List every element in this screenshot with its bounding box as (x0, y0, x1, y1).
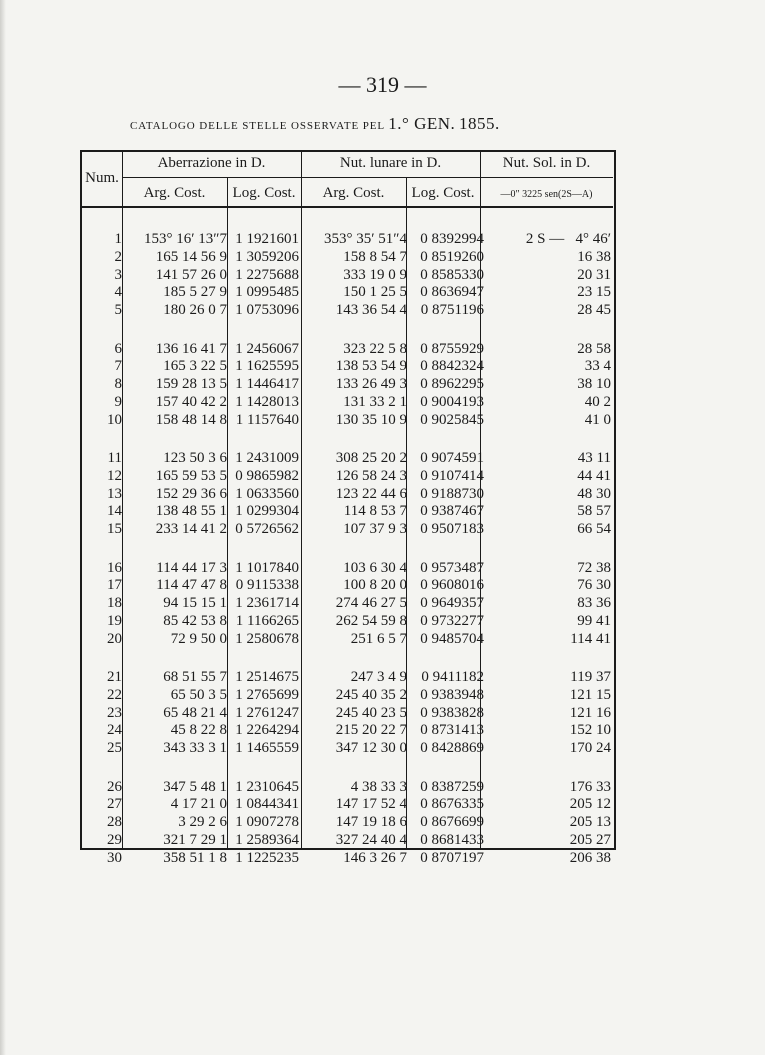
nutation-arg-cell: 158 8 54 7 (343, 248, 407, 265)
aberration-arg-cell: 158 48 14 8 (155, 411, 227, 428)
nutation-log-cell: 0 8392994 (420, 231, 484, 247)
row-num: 13 (107, 485, 122, 502)
nutation-log-cell: 0 8387259 (420, 778, 484, 795)
aberration-log-cell: 1 1625595 (235, 358, 299, 375)
nutation-arg-cell: 143 36 54 4 (335, 302, 407, 319)
nutation-arg-cell: 347 12 30 0 (335, 740, 407, 757)
row-num: 25 (107, 740, 122, 757)
nutation-arg-cell: 262 54 59 8 (335, 612, 407, 629)
nutation-arg-cell: 251 6 5 7 (350, 630, 407, 647)
nutation-log-cell: 0 9074591 (420, 450, 484, 466)
row-num: 6 (114, 340, 122, 357)
nutation-log-cell: 0 8962295 (420, 376, 484, 393)
header-nutation-arg: Arg. Cost. (322, 185, 385, 201)
row-num: 24 (107, 722, 122, 739)
table-row (82, 357, 613, 375)
nutation-solar-cell: 58 57 (577, 503, 611, 520)
aberration-arg-cell: 185 5 27 9 (163, 284, 227, 301)
row-num: 30 (107, 849, 122, 866)
aberration-arg-cell: 65 48 21 4 (163, 704, 227, 721)
table-row (82, 248, 613, 266)
table-row (82, 668, 613, 686)
nutation-log-cell: 0 9107414 (420, 467, 484, 484)
nutation-solar-cell: 121 16 (569, 704, 611, 721)
aberration-arg-cell: 114 47 47 8 (156, 577, 227, 594)
nutation-solar-cell: 20 31 (577, 266, 611, 283)
nutation-log-cell: 0 9573487 (420, 559, 484, 576)
nutation-log-cell: 0 9025845 (420, 411, 484, 428)
row-num: 4 (114, 284, 122, 301)
nutation-arg-cell: 103 6 30 4 (343, 559, 407, 576)
nutation-solar-cell: 119 37 (570, 669, 611, 685)
row-num: 10 (107, 411, 122, 428)
table-row (82, 612, 613, 630)
nutation-solar-cell: 114 41 (570, 630, 611, 647)
aberration-arg-cell: 94 15 15 1 (163, 595, 227, 612)
table-row (82, 686, 613, 704)
nutation-arg-cell: 308 25 20 2 (335, 450, 407, 466)
aberration-log-cell: 1 1921601 (235, 231, 299, 247)
nutation-solar-cell: 72 38 (577, 559, 611, 576)
table-row (82, 283, 613, 301)
aberration-log-cell: 1 1225235 (235, 849, 299, 866)
table-row (82, 721, 613, 739)
nutation-arg-cell: 126 58 24 3 (335, 467, 407, 484)
nutation-arg-cell: 114 8 53 7 (343, 503, 407, 520)
aberration-log-cell: 1 1017840 (235, 559, 299, 576)
aberration-arg-cell: 347 5 48 1 (163, 778, 227, 795)
header-aberration-arg: Arg. Cost. (143, 185, 206, 201)
nutation-log-cell: 0 8585330 (420, 266, 484, 283)
nutation-log-cell: 0 8755929 (420, 340, 484, 357)
table-row (82, 795, 613, 813)
table-row (82, 630, 613, 648)
row-num: 23 (107, 704, 122, 721)
nutation-solar-cell: 38 10 (577, 376, 611, 393)
nutation-log-cell: 0 8676335 (420, 796, 484, 813)
nutation-log-cell: 0 8681433 (420, 831, 484, 848)
nutation-solar-cell: 83 36 (577, 595, 611, 612)
nutation-solar-cell: 121 15 (569, 686, 611, 703)
header-nutation-log: Log. Cost. (411, 185, 475, 201)
nutation-log-cell: 0 9387467 (420, 503, 484, 520)
nutation-log-cell: 0 9507183 (420, 521, 484, 538)
nutation-solar-cell: 76 30 (577, 577, 611, 594)
header-aberration-log: Log. Cost. (232, 185, 296, 201)
header-rule (82, 206, 613, 208)
aberration-log-cell: 1 2264294 (235, 722, 299, 739)
aberration-arg-cell: 358 51 1 8 (163, 849, 227, 866)
nutation-solar-cell: 28 45 (577, 302, 611, 319)
nutation-solar-cell: 48 30 (577, 485, 611, 502)
aberration-arg-cell: 3 29 2 6 (178, 814, 227, 831)
aberration-log-cell: 1 2431009 (235, 450, 299, 466)
nutation-arg-cell: 138 53 54 9 (335, 358, 407, 375)
aberration-log-cell: 1 1157640 (235, 411, 299, 428)
aberration-arg-cell: 68 51 55 7 (163, 669, 227, 685)
nutation-arg-cell: 133 26 49 3 (335, 376, 407, 393)
nutation-solar-cell: 152 10 (569, 722, 611, 739)
table-row (82, 520, 613, 538)
aberration-log-cell: 1 3059206 (235, 248, 299, 265)
nutation-arg-cell: 130 35 10 9 (335, 411, 407, 428)
row-num: 5 (114, 302, 122, 319)
aberration-log-cell: 1 0995485 (235, 284, 299, 301)
header-aberration: Aberrazione in D. (157, 155, 266, 171)
nutation-log-cell: 0 9649357 (420, 595, 484, 612)
star-catalog-table (80, 150, 616, 866)
row-num: 8 (114, 376, 122, 393)
row-num: 12 (107, 467, 122, 484)
page-edge-shadow (0, 0, 6, 1055)
nutation-log-cell: 0 8636947 (420, 284, 484, 301)
nutation-log-cell: 0 8751196 (420, 302, 484, 319)
table-row (82, 704, 613, 722)
aberration-arg-cell: 343 33 3 1 (163, 740, 227, 757)
row-num: 28 (107, 814, 122, 831)
aberration-arg-cell: 138 48 55 1 (155, 503, 227, 520)
caption-date: 1.° GEN. (388, 114, 456, 133)
nutation-log-cell: 0 8842324 (420, 358, 484, 375)
aberration-arg-cell: 159 28 13 5 (155, 376, 227, 393)
nutation-log-cell: 0 9485704 (420, 630, 484, 647)
aberration-log-cell: 1 2589364 (235, 831, 299, 848)
aberration-log-cell: 1 0844341 (235, 796, 299, 813)
table-row (82, 502, 613, 520)
table-row (82, 230, 613, 248)
row-num: 27 (107, 796, 122, 813)
aberration-arg-cell: 65 50 3 5 (170, 686, 227, 703)
table-row (82, 576, 613, 594)
aberration-arg-cell: 157 40 42 2 (155, 393, 227, 410)
row-num: 29 (107, 831, 122, 848)
nutation-arg-cell: 247 3 4 9 (350, 669, 407, 685)
table-row (82, 449, 613, 467)
catalog-caption (130, 114, 500, 134)
table-row (82, 340, 613, 358)
nutation-solar-cell: 206 38 (569, 849, 611, 866)
aberration-log-cell: 1 2514675 (235, 669, 299, 685)
nutation-arg-cell: 245 40 23 5 (335, 704, 407, 721)
aberration-arg-cell: 165 3 22 5 (163, 358, 227, 375)
table-row (82, 485, 613, 503)
aberration-arg-cell: 165 59 53 5 (155, 467, 227, 484)
nutation-log-cell: 0 9004193 (420, 393, 484, 410)
nutation-arg-cell: 107 37 9 3 (343, 521, 407, 538)
nutation-solar-cell: 33 4 (584, 358, 611, 375)
aberration-log-cell: 1 2275688 (235, 266, 299, 283)
nutation-solar-cell: 205 27 (569, 831, 611, 848)
header-nutation-lunar: Nut. lunare in D. (339, 155, 442, 171)
aberration-arg-cell: 4 17 21 0 (170, 796, 227, 813)
nutation-arg-cell: 215 20 22 7 (335, 722, 407, 739)
aberration-log-cell: 1 1465559 (235, 740, 299, 757)
row-num: 17 (107, 577, 122, 594)
aberration-log-cell: 1 0753096 (235, 302, 299, 319)
header-nutation-solar-formula: —0″ 3225 sen(2S—A) (500, 189, 593, 200)
nutation-log-cell: 0 9411182 (421, 669, 484, 685)
row-num: 16 (107, 559, 122, 576)
aberration-log-cell: 0 9115338 (235, 577, 299, 594)
table-row (82, 831, 613, 849)
aberration-arg-cell: 136 16 41 7 (155, 340, 227, 357)
nutation-arg-cell: 147 19 18 6 (335, 814, 407, 831)
table-row (82, 849, 613, 867)
nutation-arg-cell: 245 40 35 2 (335, 686, 407, 703)
aberration-log-cell: 1 1446417 (235, 376, 299, 393)
nutation-solar-cell: 205 12 (569, 796, 611, 813)
nutation-arg-cell: 353° 35′ 51″4 (323, 231, 407, 247)
aberration-arg-cell: 72 9 50 0 (170, 630, 227, 647)
nutation-arg-cell: 274 46 27 5 (335, 595, 407, 612)
table-row (82, 559, 613, 577)
row-num: 1 (114, 231, 122, 247)
nutation-log-cell: 0 8707197 (420, 849, 484, 866)
nutation-solar-cell: 99 41 (577, 612, 611, 629)
row-num: 2 (114, 248, 122, 265)
nutation-solar-cell: 66 54 (577, 521, 611, 538)
aberration-arg-cell: 321 7 29 1 (163, 831, 227, 848)
row-num: 3 (114, 266, 122, 283)
table-row (82, 813, 613, 831)
row-num: 9 (114, 393, 122, 410)
nutation-log-cell: 0 9732277 (420, 612, 484, 629)
nutation-log-cell: 0 8428869 (420, 740, 484, 757)
row-num: 26 (107, 778, 122, 795)
nutation-arg-cell: 100 8 20 0 (343, 577, 407, 594)
nutation-log-cell: 0 8731413 (420, 722, 484, 739)
nutation-solar-cell: 170 24 (569, 740, 611, 757)
row-num: 15 (107, 521, 122, 538)
aberration-log-cell: 1 1166265 (235, 612, 299, 629)
table-row (82, 594, 613, 612)
aberration-log-cell: 1 0907278 (235, 814, 299, 831)
nutation-arg-cell: 4 38 33 3 (350, 778, 407, 795)
aberration-arg-cell: 141 57 26 0 (155, 266, 227, 283)
nutation-log-cell: 0 9608016 (420, 577, 484, 594)
nutation-solar-cell: 205 13 (569, 814, 611, 831)
nutation-solar-cell: 2 S — 4° 46′ (525, 231, 611, 247)
aberration-arg-cell: 85 42 53 8 (163, 612, 227, 629)
aberration-arg-cell: 233 14 41 2 (155, 521, 227, 538)
table-row (82, 411, 613, 429)
nutation-log-cell: 0 9188730 (420, 485, 484, 502)
aberration-log-cell: 1 1428013 (235, 393, 299, 410)
nutation-solar-cell: 28 58 (577, 340, 611, 357)
aberration-arg-cell: 153° 16′ 13″7 (143, 231, 227, 247)
aberration-log-cell: 1 2310645 (235, 778, 299, 795)
header-num: Num. (85, 170, 119, 186)
page-number: — 319 — (338, 72, 427, 97)
table-row (82, 266, 613, 284)
nutation-arg-cell: 147 17 52 4 (335, 796, 407, 813)
aberration-arg-cell: 45 8 22 8 (170, 722, 227, 739)
header-subrule (122, 177, 613, 178)
nutation-arg-cell: 146 3 26 7 (343, 849, 407, 866)
nutation-arg-cell: 323 22 5 8 (343, 340, 407, 357)
nutation-arg-cell: 123 22 44 6 (335, 485, 407, 502)
row-num: 21 (107, 669, 122, 685)
table-row (82, 778, 613, 796)
nutation-solar-cell: 23 15 (577, 284, 611, 301)
nutation-arg-cell: 333 19 0 9 (343, 266, 407, 283)
row-num: 19 (107, 612, 122, 629)
nutation-solar-cell: 41 0 (584, 411, 611, 428)
nutation-log-cell: 0 9383948 (420, 686, 484, 703)
header-nutation-solar: Nut. Sol. in D. (502, 155, 591, 171)
aberration-log-cell: 1 2456067 (235, 340, 299, 357)
nutation-solar-cell: 44 41 (577, 467, 611, 484)
aberration-arg-cell: 114 44 17 3 (156, 559, 227, 576)
aberration-arg-cell: 180 26 0 7 (163, 302, 227, 319)
aberration-arg-cell: 165 14 56 9 (155, 248, 227, 265)
aberration-log-cell: 1 2580678 (235, 630, 299, 647)
caption-year: 1855. (458, 114, 500, 133)
nutation-solar-cell: 176 33 (569, 778, 611, 795)
aberration-log-cell: 0 5726562 (235, 521, 299, 538)
nutation-log-cell: 0 8676699 (420, 814, 484, 831)
aberration-log-cell: 1 0299304 (235, 503, 299, 520)
row-num: 18 (107, 595, 122, 612)
caption-prefix: CATALOGO DELLE STELLE OSSERVATE PEL (130, 120, 385, 132)
aberration-arg-cell: 152 29 36 6 (155, 485, 227, 502)
aberration-log-cell: 0 9865982 (235, 467, 299, 484)
aberration-arg-cell: 123 50 3 6 (163, 450, 227, 466)
row-num: 11 (107, 450, 122, 466)
nutation-solar-cell: 16 38 (577, 248, 611, 265)
aberration-log-cell: 1 2761247 (235, 704, 299, 721)
nutation-solar-cell: 43 11 (577, 450, 611, 466)
table-row (82, 467, 613, 485)
row-num: 14 (107, 503, 122, 520)
row-num: 7 (114, 358, 122, 375)
row-num: 22 (107, 686, 122, 703)
table-row (82, 393, 613, 411)
nutation-arg-cell: 327 24 40 4 (335, 831, 407, 848)
table-row (82, 301, 613, 319)
nutation-arg-cell: 131 33 2 1 (343, 393, 407, 410)
nutation-log-cell: 0 9383828 (420, 704, 484, 721)
aberration-log-cell: 1 2361714 (235, 595, 299, 612)
aberration-log-cell: 1 2765699 (235, 686, 299, 703)
aberration-log-cell: 1 0633560 (235, 485, 299, 502)
table-row (82, 375, 613, 393)
table-row (82, 739, 613, 757)
row-num: 20 (107, 630, 122, 647)
nutation-arg-cell: 150 1 25 5 (343, 284, 407, 301)
nutation-log-cell: 0 8519260 (420, 248, 484, 265)
nutation-solar-cell: 40 2 (584, 393, 611, 410)
